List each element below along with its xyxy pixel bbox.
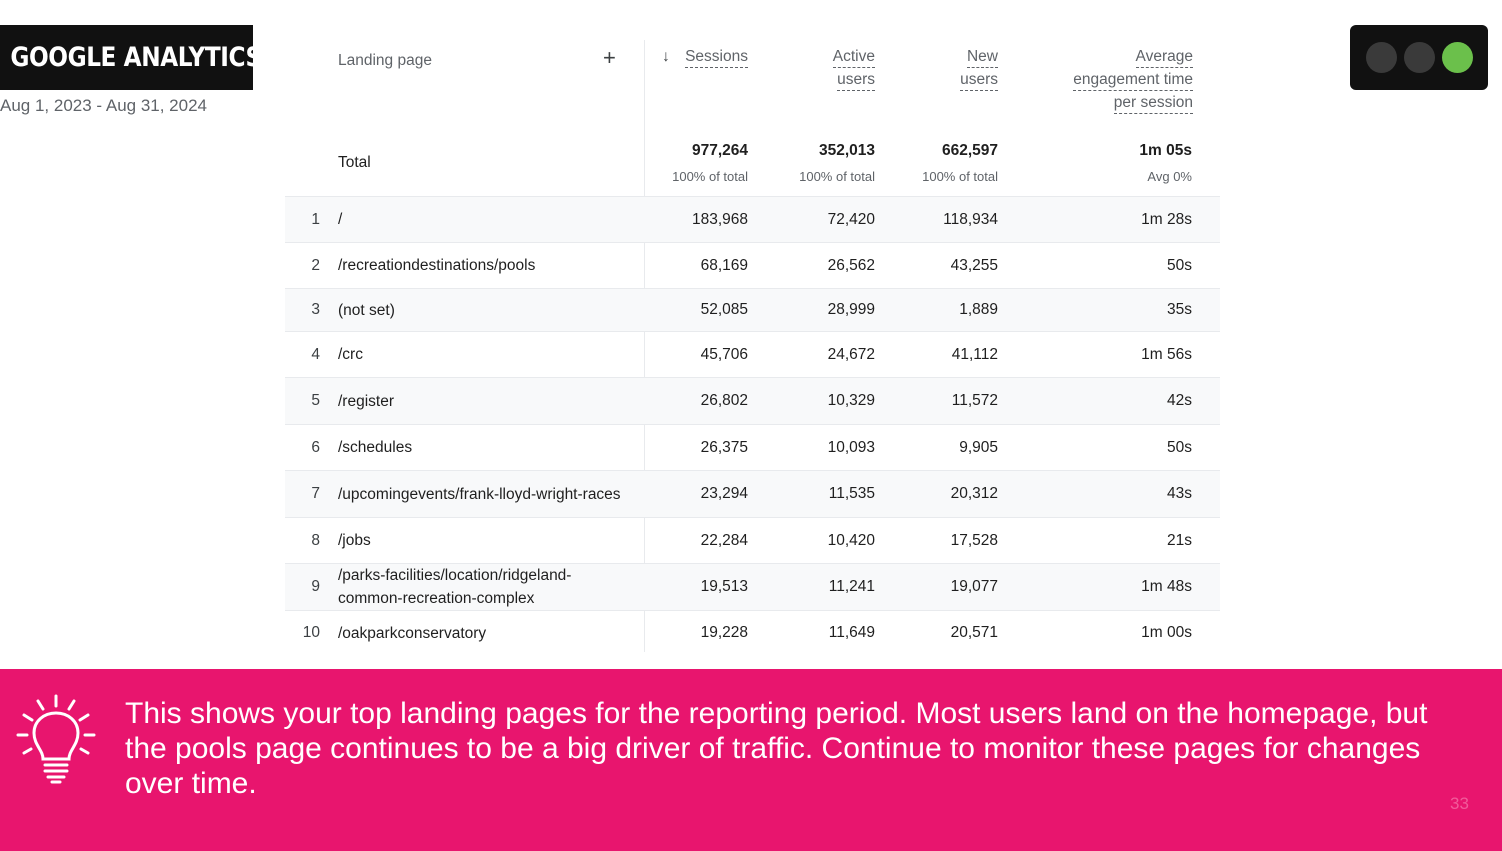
row-sessions: 26,802 — [700, 392, 748, 409]
row-new-users: 118,934 — [943, 210, 998, 228]
row-landing-page[interactable]: /jobs — [338, 532, 371, 549]
row-sessions: 19,513 — [700, 578, 748, 595]
row-new-users: 41,112 — [951, 345, 998, 363]
window-dot-1[interactable] — [1366, 42, 1397, 73]
row-active-users: 24,672 — [827, 345, 875, 363]
row-landing-page[interactable]: /recreationdestinations/pools — [338, 257, 536, 274]
row-rank: 1 — [311, 210, 320, 228]
row-landing-page[interactable]: / — [338, 211, 343, 228]
row-rank: 3 — [311, 301, 320, 318]
table-row[interactable] — [285, 564, 1220, 611]
row-sessions: 19,228 — [700, 624, 748, 641]
row-active-users: 26,562 — [827, 256, 875, 274]
row-active-users: 28,999 — [827, 301, 875, 318]
table-row[interactable] — [285, 378, 1220, 425]
header-active-users-line1: Active — [833, 46, 875, 68]
row-active-users: 11,241 — [828, 578, 875, 595]
window-dot-3[interactable] — [1442, 42, 1473, 73]
total-new-users-sub: 100% of total — [922, 169, 998, 184]
insight-banner — [0, 669, 1502, 851]
header-engagement-line3: per session — [1114, 92, 1193, 114]
total-active-users-value: 352,013 — [818, 142, 875, 159]
total-new-users — [895, 130, 998, 196]
row-engagement: 1m 56s — [1141, 345, 1192, 363]
header-new-users-line1: New — [967, 46, 998, 68]
row-landing-page[interactable]: /parks-facilities/location/ridgeland-common-recreation-complex — [338, 567, 572, 607]
row-new-users: 1,889 — [959, 301, 998, 318]
row-new-users: 19,077 — [950, 578, 998, 595]
total-row — [285, 130, 1220, 197]
row-new-users: 17,528 — [950, 531, 998, 549]
row-landing-page[interactable]: /oakparkconservatory — [338, 624, 487, 642]
row-active-users: 11,535 — [828, 485, 875, 502]
header-new-users-line2: users — [960, 69, 998, 91]
row-sessions: 23,294 — [700, 485, 748, 502]
window-controls — [1350, 25, 1488, 90]
row-engagement: 35s — [1167, 301, 1192, 318]
header-active-users[interactable] — [770, 45, 875, 91]
row-rank: 2 — [311, 256, 320, 274]
page-number: 33 — [1450, 794, 1469, 813]
lightbulb-icon — [16, 693, 96, 790]
row-active-users: 10,420 — [827, 531, 875, 549]
total-active-users-sub: 100% of total — [799, 169, 875, 184]
add-dimension-icon[interactable]: + — [603, 45, 616, 70]
total-sessions — [645, 130, 748, 196]
table-row[interactable] — [285, 332, 1220, 378]
row-active-users: 72,420 — [827, 210, 875, 228]
total-label: Total — [338, 154, 371, 171]
row-engagement: 42s — [1167, 392, 1192, 409]
row-new-users: 9,905 — [959, 438, 998, 456]
table-row[interactable] — [285, 425, 1220, 471]
total-active-users — [775, 130, 875, 196]
header-active-users-line2: users — [837, 69, 875, 91]
row-landing-page[interactable]: /schedules — [338, 439, 413, 456]
total-sessions-sub: 100% of total — [672, 169, 748, 184]
row-rank: 10 — [302, 624, 320, 641]
row-landing-page[interactable]: (not set) — [338, 301, 395, 319]
row-sessions: 45,706 — [700, 345, 748, 363]
report-title: GOOGLE ANALYTICS — [10, 42, 262, 73]
row-active-users: 10,093 — [827, 438, 875, 456]
total-sessions-value: 977,264 — [691, 142, 748, 159]
row-engagement: 50s — [1167, 256, 1192, 274]
row-engagement: 1m 00s — [1141, 624, 1192, 641]
header-engagement[interactable] — [1040, 45, 1193, 114]
row-new-users: 11,572 — [951, 392, 998, 409]
header-sessions[interactable] — [648, 45, 748, 68]
sort-descending-icon[interactable]: ↓ — [662, 48, 670, 65]
header-engagement-line1: Average — [1136, 46, 1193, 68]
row-landing-page[interactable]: /crc — [338, 346, 363, 363]
row-rank: 5 — [311, 392, 320, 409]
row-sessions: 22,284 — [700, 531, 748, 549]
row-rank: 9 — [311, 578, 320, 595]
table-row[interactable] — [285, 518, 1220, 564]
row-engagement: 21s — [1167, 531, 1192, 549]
total-engagement — [1045, 130, 1192, 196]
header-landing-page[interactable]: Landing page — [338, 52, 432, 69]
total-engagement-value: 1m 05s — [1139, 142, 1192, 159]
window-dot-2[interactable] — [1404, 42, 1435, 73]
table-row[interactable] — [285, 611, 1220, 655]
table-row[interactable] — [285, 197, 1220, 243]
header-sessions-label: Sessions — [685, 46, 748, 68]
row-sessions: 26,375 — [700, 438, 748, 456]
table-row[interactable] — [285, 471, 1220, 518]
total-engagement-sub: Avg 0% — [1147, 169, 1192, 184]
row-engagement: 1m 28s — [1141, 210, 1192, 228]
row-rank: 7 — [311, 485, 320, 502]
row-sessions: 68,169 — [700, 256, 748, 274]
row-active-users: 11,649 — [828, 624, 875, 641]
row-landing-page[interactable]: /register — [338, 392, 394, 410]
row-landing-page[interactable]: /upcomingevents/frank-lloyd-wright-races — [338, 485, 621, 503]
row-rank: 8 — [311, 531, 320, 549]
row-engagement: 1m 48s — [1141, 578, 1192, 595]
date-range: Aug 1, 2023 - Aug 31, 2024 — [0, 96, 208, 115]
row-new-users: 43,255 — [950, 256, 998, 274]
row-engagement: 43s — [1167, 485, 1192, 502]
header-new-users[interactable] — [898, 45, 998, 91]
row-sessions: 183,968 — [691, 210, 748, 228]
row-active-users: 10,329 — [827, 392, 875, 409]
row-engagement: 50s — [1167, 438, 1192, 456]
table-row[interactable] — [285, 289, 1220, 332]
row-new-users: 20,312 — [950, 485, 998, 502]
report-title-box — [0, 25, 262, 90]
header-engagement-line2: engagement time — [1073, 69, 1193, 91]
insight-text: This shows your top landing pages for the reporting period. Most users land on the homepage, but the pools page continues to be a big driver of traffic. Continue to monitor these pages for changes over time. — [125, 697, 1428, 800]
row-sessions: 52,085 — [700, 301, 748, 318]
row-rank: 4 — [311, 345, 320, 363]
table-row[interactable] — [285, 243, 1220, 289]
row-new-users: 20,571 — [950, 624, 998, 641]
total-new-users-value: 662,597 — [941, 142, 998, 159]
row-rank: 6 — [311, 438, 320, 456]
